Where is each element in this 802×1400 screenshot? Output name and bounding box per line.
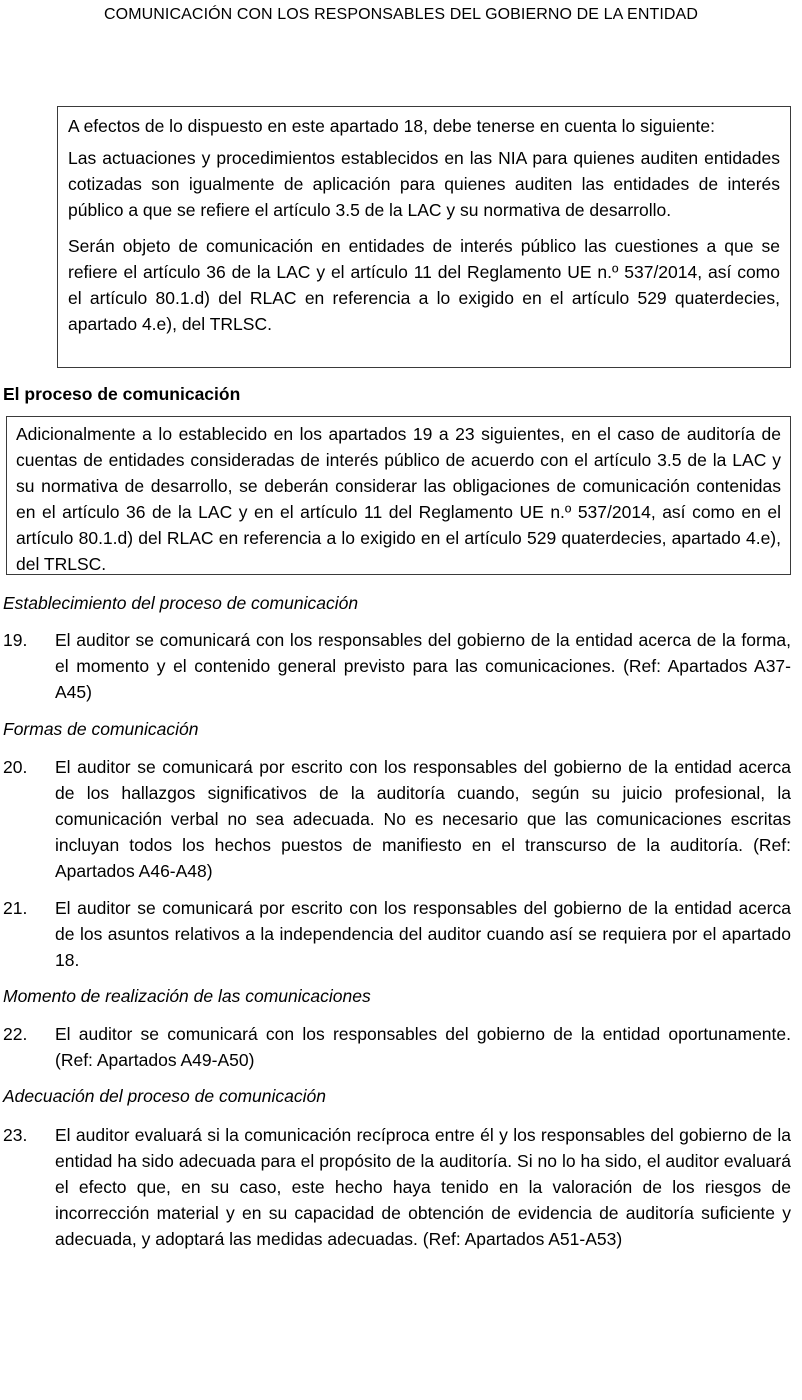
paragraph-text: El auditor se comunicará por escrito con los responsables del gobierno de la entidad acerca de los asuntos relativos a la independencia del auditor cuando así se requiera por el apartado 18. bbox=[55, 898, 791, 970]
paragraph-text: El auditor se comunicará por escrito con los responsables del gobierno de la entidad acerca de los hallazgos significativos de la auditoría cuando, según su juicio profesional, la comunicación verbal no sea adecuada. No es necesario que las comunicaciones escritas incluyan todos los hechos puestos de manifiesto en el transcurso de la auditoría. (Ref: Apartados A46-A48) bbox=[55, 757, 791, 881]
paragraph-number: 23. bbox=[3, 1125, 28, 1145]
paragraph-number: 19. bbox=[3, 630, 28, 650]
subheading-establecimiento: Establecimiento del proceso de comunicación bbox=[3, 593, 359, 613]
note-paragraph: Adicionalmente a lo establecido en los apartados 19 a 23 siguientes, en el caso de auditoría de cuentas de entidades consideradas de interés público de acuerdo con el artículo 3.5 de la LAC y su normativa de desarrollo, se deberán considerar las obligaciones de comunicación contenidas en el artículo 36 de la LAC y en el artículo 11 del Reglamento UE n.º 537/2014, así como en el artículo 80.1.d) del RLAC en referencia a lo exigido en el artículo 529 quaterdecies, apartado 4.e), del TRLSC. bbox=[16, 424, 781, 574]
paragraph-number: 21. bbox=[3, 898, 28, 918]
note-paragraph: A efectos de lo dispuesto en este apartado 18, debe tenerse en cuenta lo siguiente: bbox=[68, 116, 715, 136]
numbered-paragraph-19 bbox=[3, 627, 791, 705]
page-header: COMUNICACIÓN CON LOS RESPONSABLES DEL GOBIERNO DE LA ENTIDAD bbox=[104, 6, 698, 23]
note-box-proceso bbox=[6, 416, 791, 575]
note-paragraph: Serán objeto de comunicación en entidades de interés público las cuestiones a que se refiere el artículo 36 de la LAC y el artículo 11 del Reglamento UE n.º 537/2014, así como el artículo 80.1.d) del RLAC en referencia a lo exigido en el artículo 529 quaterdecies, apartado 4.e), del TRLSC. bbox=[68, 236, 780, 334]
subheading-formas: Formas de comunicación bbox=[3, 719, 199, 739]
section-heading: El proceso de comunicación bbox=[3, 384, 241, 404]
subheading-momento: Momento de realización de las comunicaciones bbox=[3, 986, 371, 1006]
numbered-paragraph-21 bbox=[3, 895, 791, 973]
note-box-apartado-18 bbox=[57, 106, 791, 368]
numbered-paragraph-22 bbox=[3, 1021, 791, 1073]
numbered-paragraph-23 bbox=[3, 1122, 791, 1252]
paragraph-text: El auditor se comunicará con los responsables del gobierno de la entidad oportunamente. (Ref: Apartados A49-A50) bbox=[55, 1024, 791, 1070]
paragraph-number: 22. bbox=[3, 1024, 28, 1044]
note-paragraph: Las actuaciones y procedimientos establecidos en las NIA para quienes auditen entidades cotizadas son igualmente de aplicación para quienes auditen las entidades de interés público a que se refiere el artículo 3.5 de la LAC y su normativa de desarrollo. bbox=[68, 148, 780, 220]
paragraph-text: El auditor evaluará si la comunicación recíproca entre él y los responsables del gobierno de la entidad ha sido adecuada para el propósito de la auditoría. Si no lo ha sido, el auditor evaluará el efecto que, en su caso, este hecho haya tenido en la valoración de los riesgos de incorrección material y en su capacidad de obtención de evidencia de auditoría suficiente y adecuada, y adoptará las medidas adecuadas. (Ref: Apartados A51-A53) bbox=[55, 1125, 791, 1249]
subheading-adecuacion: Adecuación del proceso de comunicación bbox=[3, 1086, 326, 1106]
paragraph-number: 20. bbox=[3, 757, 28, 777]
numbered-paragraph-20 bbox=[3, 754, 791, 884]
paragraph-text: El auditor se comunicará con los responsables del gobierno de la entidad acerca de la forma, el momento y el contenido general previsto para las comunicaciones. (Ref: Apartados A37-A45) bbox=[55, 630, 791, 702]
